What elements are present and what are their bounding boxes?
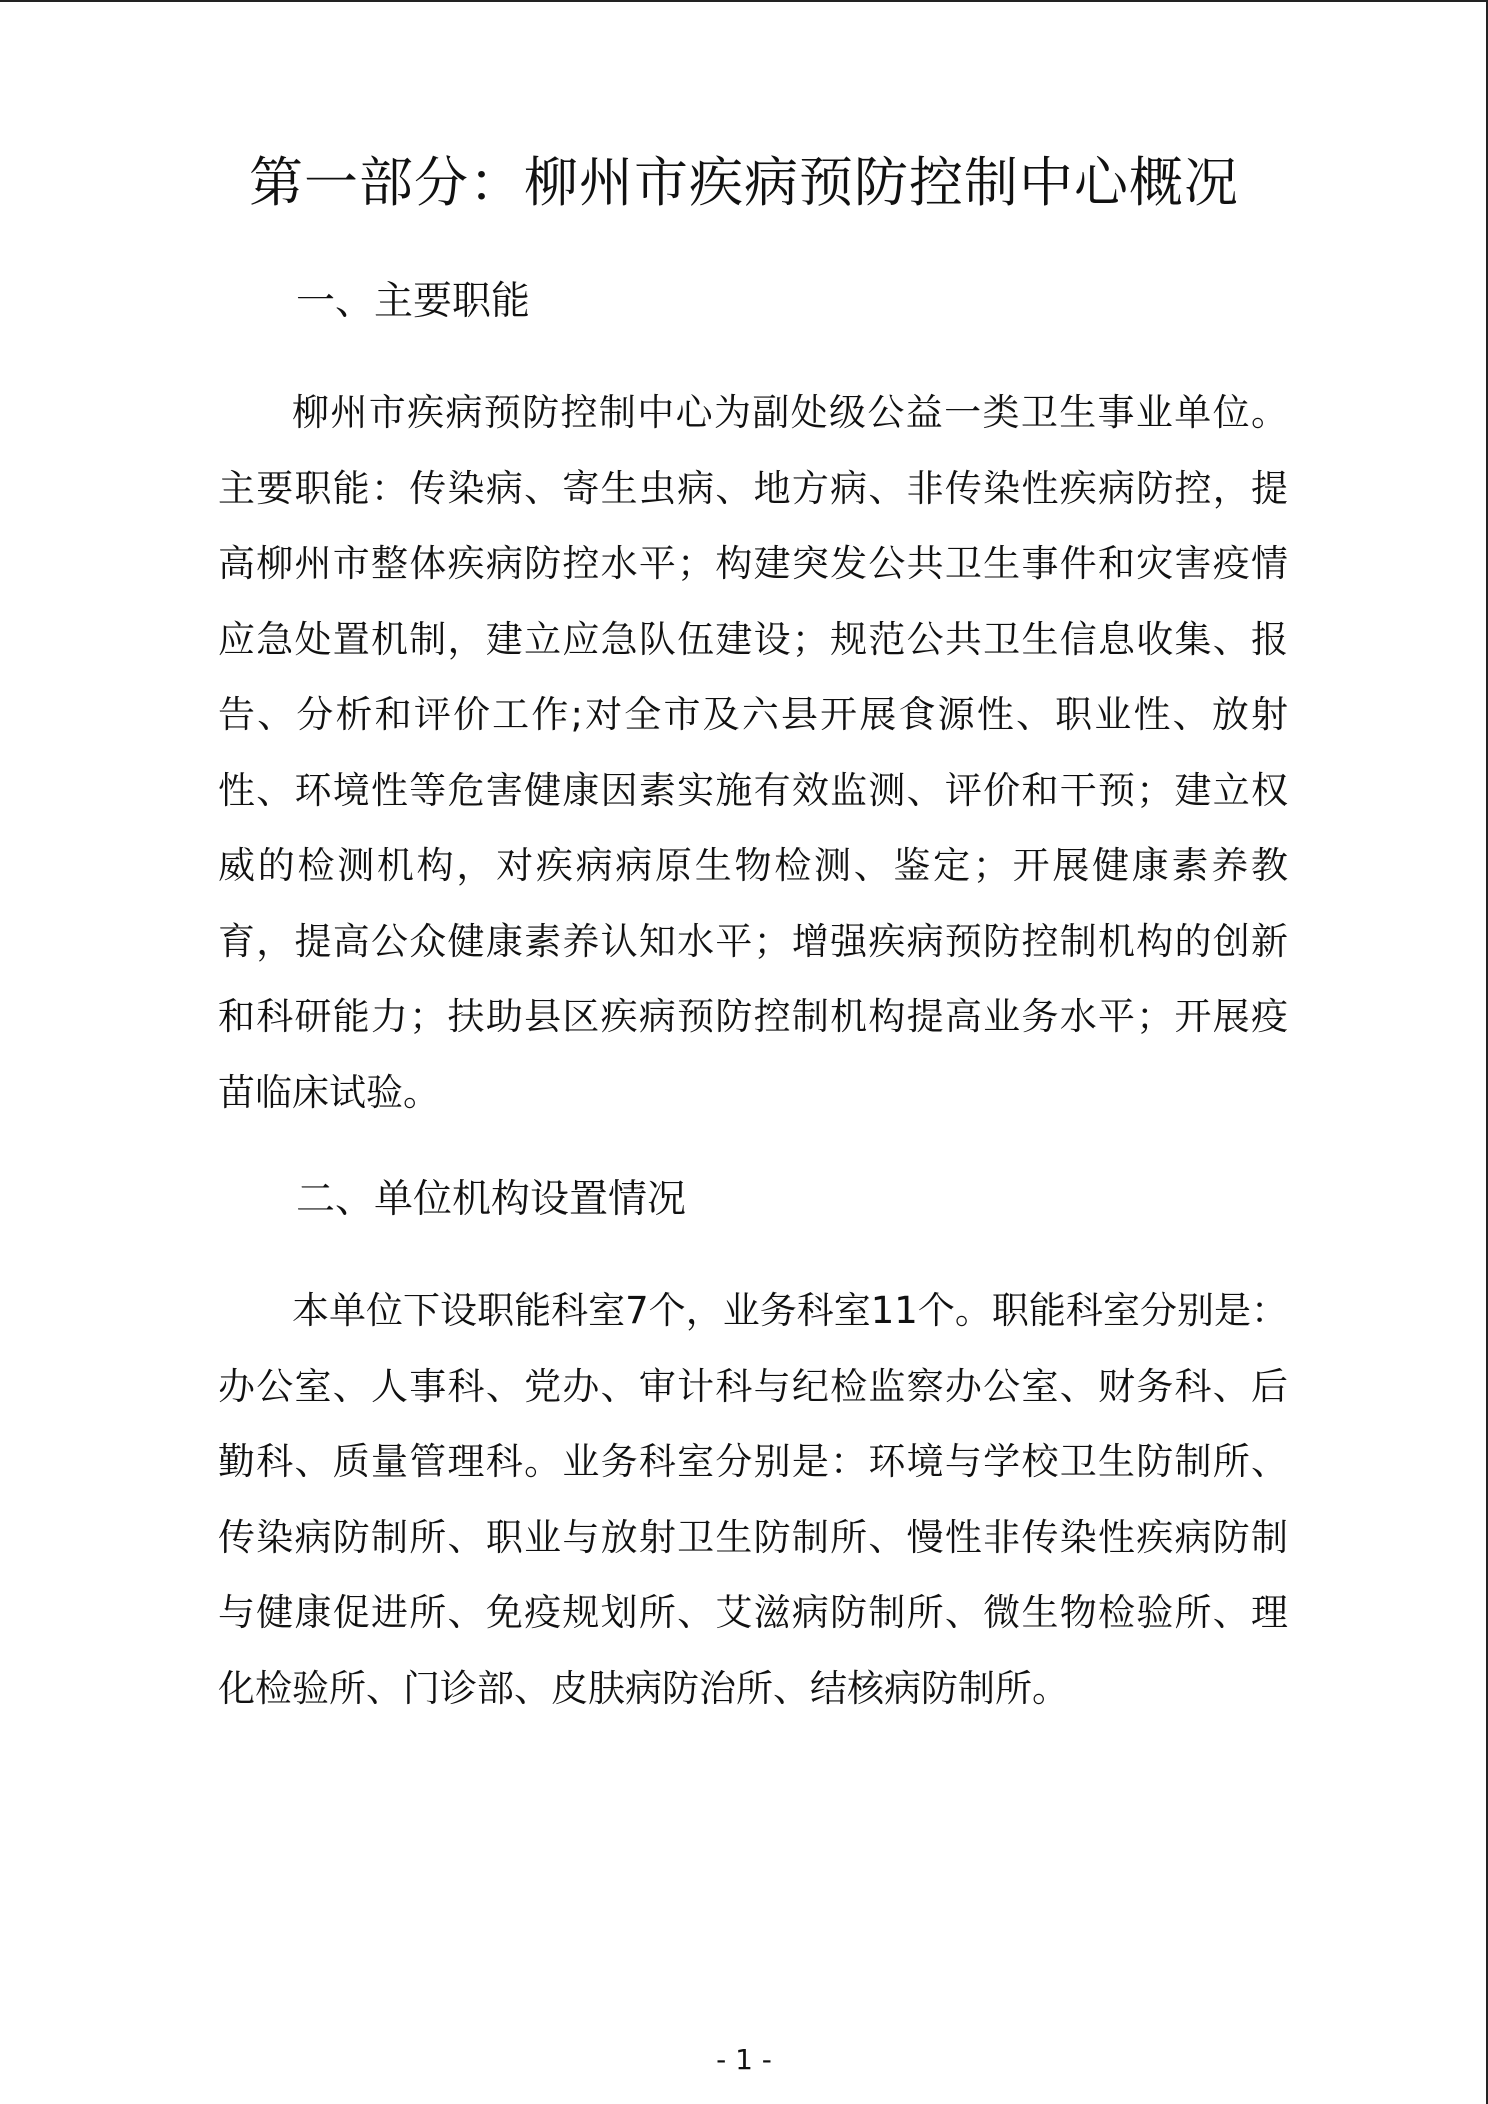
main-functions-paragraph — [218, 375, 1288, 1130]
section-heading-main-functions: 一、主要职能 — [296, 279, 531, 324]
page-number: - 1 - — [716, 2043, 772, 2076]
paragraph-line: 和科研能力；扶助县区疾病预防控制机构提高业务水平；开展疫 — [218, 995, 1288, 1038]
document-title: 第一部分：柳州市疾病预防控制中心概况 — [249, 151, 1239, 214]
section-heading-org-structure: 二、单位机构设置情况 — [296, 1177, 687, 1222]
org-structure-paragraph — [218, 1273, 1288, 1726]
paragraph-line: 与健康促进所、免疫规划所、艾滋病防制所、微生物检验所、理 — [218, 1591, 1288, 1634]
paragraph-line: 主要职能：传染病、寄生虫病、地方病、非传染性疾病防控，提 — [218, 466, 1288, 510]
paragraph-line: 性、环境性等危害健康因素实施有效监测、评价和干预；建立权 — [218, 768, 1288, 812]
paragraph-line: 威的检测机构，对疾病病原生物检测、鉴定；开展健康素养教 — [218, 844, 1288, 887]
paragraph-line: 应急处置机制，建立应急队伍建设；规范公共卫生信息收集、报 — [218, 617, 1288, 661]
paragraph-line: 勤科、质量管理科。业务科室分别是：环境与学校卫生防制所、 — [218, 1440, 1288, 1483]
paragraph-line: 苗临床试验。 — [218, 1070, 440, 1114]
paragraph-line: 传染病防制所、职业与放射卫生防制所、慢性非传染性疾病防制 — [218, 1515, 1288, 1559]
paragraph-line: 告、分析和评价工作;对全市及六县开展食源性、职业性、放射 — [218, 693, 1288, 736]
paragraph-line: 高柳州市整体疾病防控水平；构建突发公共卫生事件和灾害疫情 — [218, 542, 1288, 585]
paragraph-line: 育，提高公众健康素养认知水平；增强疾病预防控制机构的创新 — [218, 919, 1288, 963]
paragraph-line: 办公室、人事科、党办、审计科与纪检监察办公室、财务科、后 — [218, 1364, 1288, 1408]
paragraph-line: 柳州市疾病预防控制中心为副处级公益一类卫生事业单位。 — [292, 391, 1288, 434]
paragraph-line: 本单位下设职能科室7个，业务科室11个。职能科室分别是： — [292, 1289, 1288, 1332]
paragraph-line: 化检验所、门诊部、皮肤病防治所、结核病防制所。 — [218, 1666, 1069, 1710]
